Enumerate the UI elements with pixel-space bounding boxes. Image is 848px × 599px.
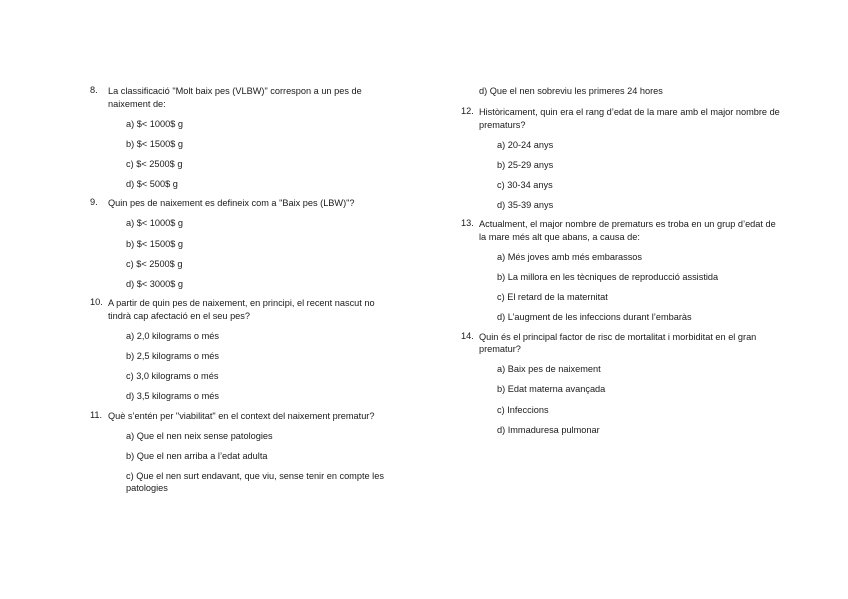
answer-option: a) 20-24 anys [497, 139, 554, 150]
answer-option: b) Que el nen arriba a l’edat adulta [126, 450, 268, 461]
answer-option: d) $< 3000$ g [126, 278, 183, 289]
question-14 [461, 331, 781, 436]
answer-option: a) $< 1000$ g [126, 218, 183, 229]
question-11 [90, 410, 390, 495]
answer-option: a) 2,0 kilograms o més [126, 330, 219, 341]
question-text: La classificació "Molt baix pes (VLBW)" correspon a un pes de naixement de: [108, 86, 362, 109]
question-text: Actualment, el major nombre de prematurs es troba en un grup d’edat de la mare més alt que abans, a causa de: [479, 219, 776, 242]
left-column [90, 85, 390, 502]
answer-option: d) 35-39 anys [497, 199, 554, 210]
question-number: 9. [90, 197, 98, 208]
answer-option: c) Que el nen surt endavant, que viu, sense tenir en compte les patologies [126, 470, 384, 494]
answer-option: a) Més joves amb més embarassos [497, 251, 643, 262]
question-9 [90, 197, 390, 290]
question-12 [461, 106, 781, 211]
question-text: Quin és el principal factor de risc de mortalitat i morbiditat en el gran prematur? [479, 331, 757, 355]
answer-option: a) Que el nen neix sense patologies [126, 430, 273, 441]
answer-option: c) Infeccions [497, 404, 549, 415]
question-text: Històricament, quin era el rang d’edat de la mare amb el major nombre de prematurs? [479, 107, 780, 130]
question-number: 10. [90, 297, 103, 308]
right-column [461, 85, 781, 443]
answer-option: b) $< 1500$ g [126, 138, 183, 149]
answer-option: c) 30-34 anys [497, 179, 553, 190]
answer-option: b) 25-29 anys [497, 159, 554, 170]
answer-option: a) Baix pes de naixement [497, 364, 601, 375]
answer-option: b) $< 1500$ g [126, 238, 183, 249]
question-13 [461, 218, 781, 323]
answer-option: b) Edat materna avançada [497, 384, 606, 395]
answer-option: b) La millora en les tècniques de reproducció assistida [497, 272, 719, 283]
question-text: A partir de quin pes de naixement, en principi, el recent nascut no tindrà cap afectació en el seu pes? [108, 298, 375, 321]
answer-option: d) Immaduresa pulmonar [497, 424, 600, 435]
question-number: 12. [461, 106, 474, 116]
answer-option: c) $< 2500$ g [126, 258, 183, 269]
answer-option: d) $< 500$ g [126, 178, 178, 189]
answer-option: a) $< 1000$ g [126, 118, 183, 129]
answer-option: c) El retard de la maternitat [497, 292, 608, 303]
question-8 [90, 85, 390, 190]
answer-option: c) 3,0 kilograms o més [126, 371, 219, 382]
answer-option: d) L’augment de les infeccions durant l’embaràs [497, 312, 692, 323]
answer-option: b) 2,5 kilograms o més [126, 350, 219, 361]
question-text: Què s’entén per "viabilitat" en el context del naixement prematur? [108, 410, 375, 421]
question-number: 14. [461, 330, 474, 341]
answer-option: d) 3,5 kilograms o més [126, 391, 219, 402]
question-number: 13. [461, 218, 474, 229]
question-text: Quin pes de naixement es defineix com a "Baix pes (LBW)"? [108, 198, 355, 209]
carryover-option: d) Que el nen sobreviu les primeres 24 hores [479, 86, 663, 96]
question-number: 8. [90, 85, 98, 95]
question-10 [90, 297, 390, 402]
answer-option: c) $< 2500$ g [126, 158, 183, 169]
question-number: 11. [90, 409, 103, 420]
